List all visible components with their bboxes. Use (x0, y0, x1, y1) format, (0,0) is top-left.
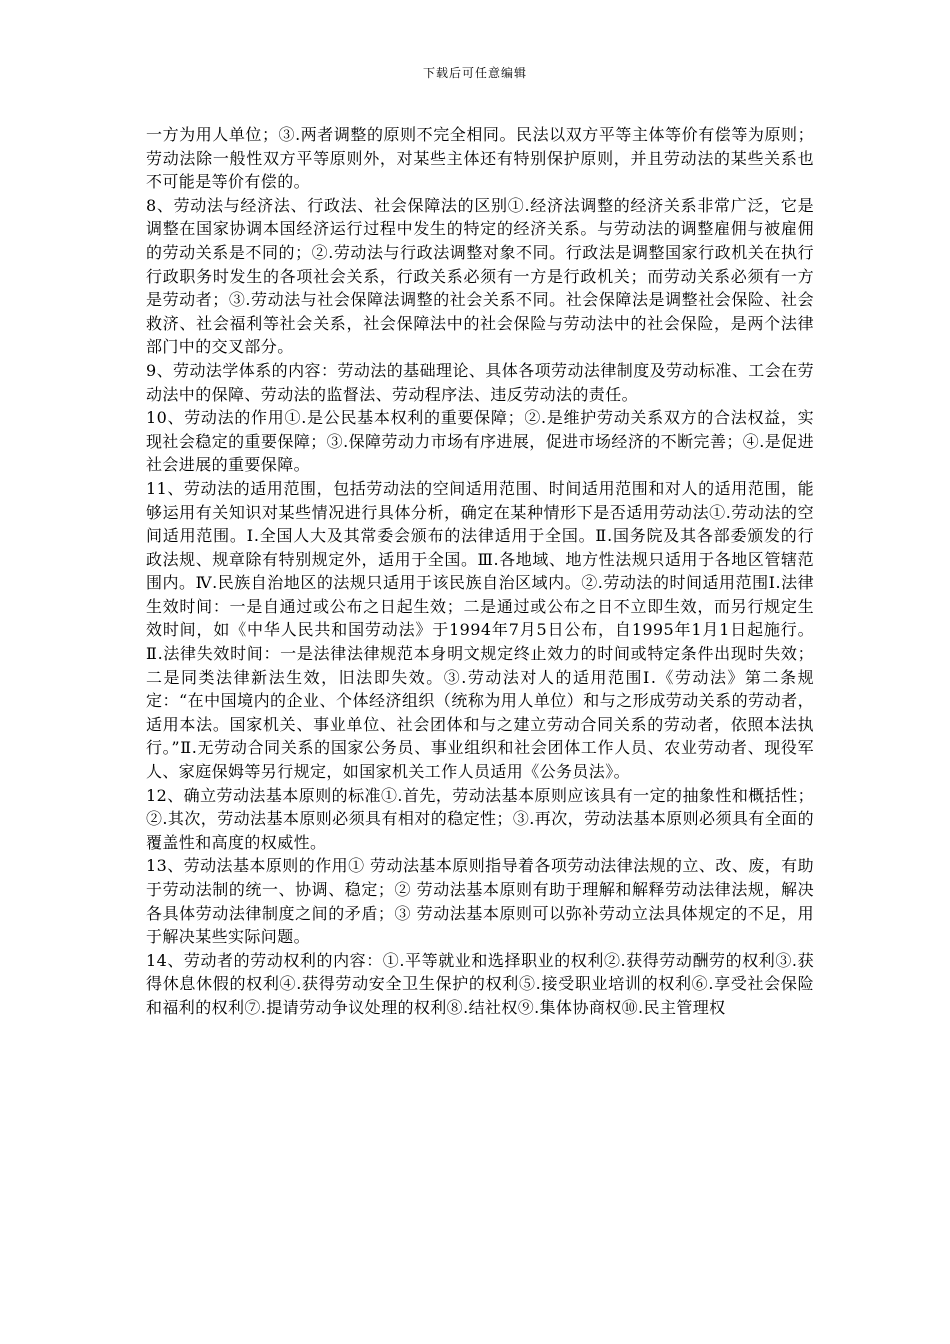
paragraph-item-8: 8、劳动法与经济法、行政法、社会保障法的区别①.经济法调整的经济关系非常广泛，它是调整在国家协调本国经济运行过程中发生的特定的经济关系。与劳动法的调整雇佣与被雇佣的劳动关系是不同的；②.劳动法与行政法调整对象不同。行政法是调整国家行政机关在执行行政职务时发生的各项社会关系，行政关系必须有一方是行政机关；而劳动关系必须有一方是劳动者；③.劳动法与社会保障法调整的社会关系不同。社会保障法是调整社会保险、社会救济、社会福利等社会关系，社会保障法中的社会保险与劳动法中的社会保险，是两个法律部门中的交叉部分。 (146, 195, 814, 357)
paragraph-item-12: 12、确立劳动法基本原则的标准①.首先，劳动法基本原则应该具有一定的抽象性和概括性；②.其次，劳动法基本原则必须具有相对的稳定性；③.再次，劳动法基本原则必须具有全面的覆盖性和高度的权威性。 (146, 785, 814, 852)
page-header: 下载后可任意编辑 (422, 66, 527, 80)
paragraph-continuation: 一方为用人单位；③.两者调整的原则不完全相同。民法以双方平等主体等价有偿等为原则；劳动法除一般性双方平等原则外，对某些主体还有特别保护原则，并且劳动法的某些关系也不可能是等价有偿的。 (146, 125, 814, 192)
paragraph-item-10: 10、劳动法的作用①.是公民基本权利的重要保障；②.是维护劳动关系双方的合法权益，实现社会稳定的重要保障；③.保障劳动力市场有序进展，促进市场经济的不断完善；④.是促进社会进展的重要保障。 (146, 408, 814, 475)
paragraph-item-13: 13、劳动法基本原则的作用① 劳动法基本原则指导着各项劳动法律法规的立、改、废，有助于劳动法制的统一、协调、稳定；② 劳动法基本原则有助于理解和解释劳动法律法规，解决各具体劳动法律制度之间的矛盾；③ 劳动法基本原则可以弥补劳动立法具体规定的不足，用于解决某些实际问题。 (146, 856, 814, 947)
paragraph-item-14: 14、劳动者的劳动权利的内容：①.平等就业和选择职业的权利②.获得劳动酬劳的权利③.获得休息休假的权利④.获得劳动安全卫生保护的权利⑤.接受职业培训的权利⑥.享受社会保险和福利的权利⑦.提请劳动争议处理的权利⑧.结社权⑨.集体协商权⑩.民主管理权 (146, 950, 814, 1017)
paragraph-item-9: 9、劳动法学体系的内容：劳动法的基础理论、具体各项劳动法律制度及劳动标准、工会在劳动法中的保障、劳动法的监督法、劳动程序法、违反劳动法的责任。 (146, 360, 814, 404)
paragraph-item-11: 11、劳动法的适用范围，包括劳动法的空间适用范围、时间适用范围和对人的适用范围，能够运用有关知识对某些情况进行具体分析，确定在某种情形下是否适用劳动法①.劳动法的空间适用范围。Ⅰ.全国人大及其常委会颁布的法律适用于全国。Ⅱ.国务院及其各部委颁发的行政法规、规章除有特别规定外，适用于全国。Ⅲ.各地域、地方性法规只适用于各地区管辖范围内。Ⅳ.民族自治地区的法规只适用于该民族自治区域内。②.劳动法的时间适用范围Ⅰ.法律生效时间：一是自通过或公布之日起生效；二是通过或公布之日不立即生效，而另行规定生效时间，如《中华人民共和国劳动法》于1994年7月5日公布，自1995年1月1日起施行。Ⅱ.法律失效时间：一是法律法律规范本身明文规定终止效力的时间或特定条件出现时失效；二是同类法律新法生效，旧法即失效。③.劳动法对人的适用范围Ⅰ.《劳动法》第二条规定：“在中国境内的企业、个体经济组织（统称为用人单位）和与之形成劳动关系的劳动者，适用本法。国家机关、事业单位、社会团体和与之建立劳动合同关系的劳动者，依照本法执行。”Ⅱ.无劳动合同关系的国家公务员、事业组织和社会团体工作人员、农业劳动者、现役军人、家庭保姆等另行规定，如国家机关工作人员适用《公务员法》。 (146, 478, 814, 782)
document-body (146, 123, 814, 1020)
